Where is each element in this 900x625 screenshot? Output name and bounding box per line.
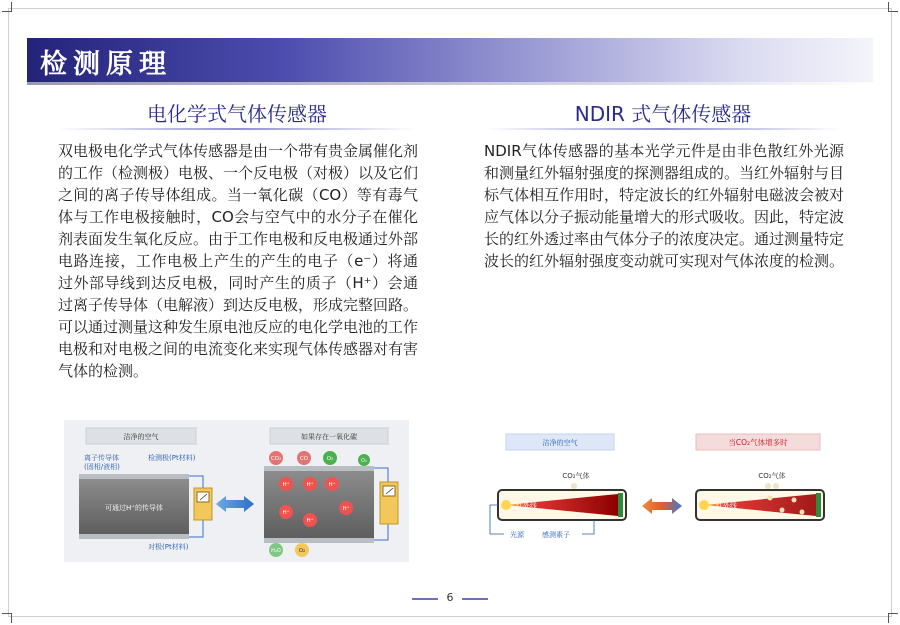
ion-conductor-block-text: 可通过H⁺的传导体 [105, 504, 163, 512]
ir-ray-label: 红外线 [516, 502, 537, 510]
ndir-diagram [484, 420, 846, 562]
co2-gas-label: CO₂气体 [758, 472, 786, 480]
h-plus-ion: H⁺ [306, 482, 314, 488]
h2o-molecule: H₂O [271, 548, 281, 554]
crop-mark [2, 613, 12, 623]
electrochemical-description: 双电极电化学式气体传感器是由一个带有贵金属催化剂的工作（检测极）电极、一个反电极（对极）以及它们之间的离子传导体组成。当一氧化碳（CO）等有毒气体与工作电极接触时，CO会与空气中的水分子在催化剂表面发生氧化反应。由于工作电极和反电极通过外部电路连接，工作电极上产生的产生的电子（e⁻）将通过外部导线到达反电极，同时产生的质子（H⁺）会通过离子传导体（电解液）到达反电极，形成完整回路。可以通过测量这种发生原电池反应的电化学电池的工作电极和对电极之间的电流变化来实现气体传感器对有害气体的检测。 [58, 142, 419, 380]
ion-conductor-sub-label: (固相/液相) [84, 463, 120, 471]
working-electrode-label: 检测极(Pt材料) [148, 454, 196, 462]
ndir-description: NDIR气体传感器的基本光学元件是由非色散红外光源和测量红外辐射强度的探测器组成的。当红外辐射与目标气体相互作用时，特定波长的红外辐射电磁波会被对应气体以分子振动能量增大的形式吸收。因此，特定波长的红外透过率由气体分子的浓度决定。通过测量特定波长的红外辐射强度变动就可实现对气体浓度的检测。 [484, 142, 845, 270]
co2-increase-tab-label: 当CO₂气体增多时 [728, 438, 788, 447]
crop-mark [888, 2, 898, 12]
ir-ray-label: 红外线 [716, 502, 737, 510]
section-divider [58, 128, 416, 130]
light-source-label: 光源 [510, 531, 524, 539]
header-shadow [27, 82, 873, 85]
co-molecule: CO [299, 456, 309, 462]
page-number: 6 [446, 591, 454, 604]
clean-air-tab-label: 洁净的空气 [542, 439, 578, 447]
h-plus-ion: H⁺ [328, 482, 336, 488]
electrochemical-diagram [64, 420, 409, 562]
h-plus-ion: H⁺ [306, 518, 314, 524]
co2-molecule: CO₂ [270, 456, 282, 462]
clean-air-tab-label: 洁净的空气 [123, 433, 159, 441]
page-number-footer [400, 588, 500, 608]
counter-electrode-label: 对极(Pt材料) [148, 543, 189, 551]
h-plus-ion: H⁺ [342, 506, 350, 512]
o2-molecule: O₂ [326, 456, 334, 462]
section-divider [484, 128, 842, 130]
co2-gas-label: CO₂气体 [562, 472, 590, 480]
crop-mark [2, 2, 12, 12]
h-plus-ion: H⁺ [282, 482, 290, 488]
o2-molecule: O₂ [361, 458, 367, 464]
page-title: 检测原理 [40, 49, 172, 80]
h-plus-ion: H⁺ [282, 510, 290, 516]
footer-rule [462, 598, 488, 600]
electrochemical-section-title: 电化学式气体传感器 [147, 102, 327, 126]
ndir-section-title: NDIR 式气体传感器 [574, 102, 752, 126]
co-present-tab-label: 如果存在一氧化碳 [301, 433, 357, 441]
detector-label: 感测素子 [542, 531, 570, 539]
ion-conductor-label: 离子传导体 [84, 454, 119, 462]
o2-molecule: O₂ [298, 548, 306, 554]
crop-mark [888, 613, 898, 623]
